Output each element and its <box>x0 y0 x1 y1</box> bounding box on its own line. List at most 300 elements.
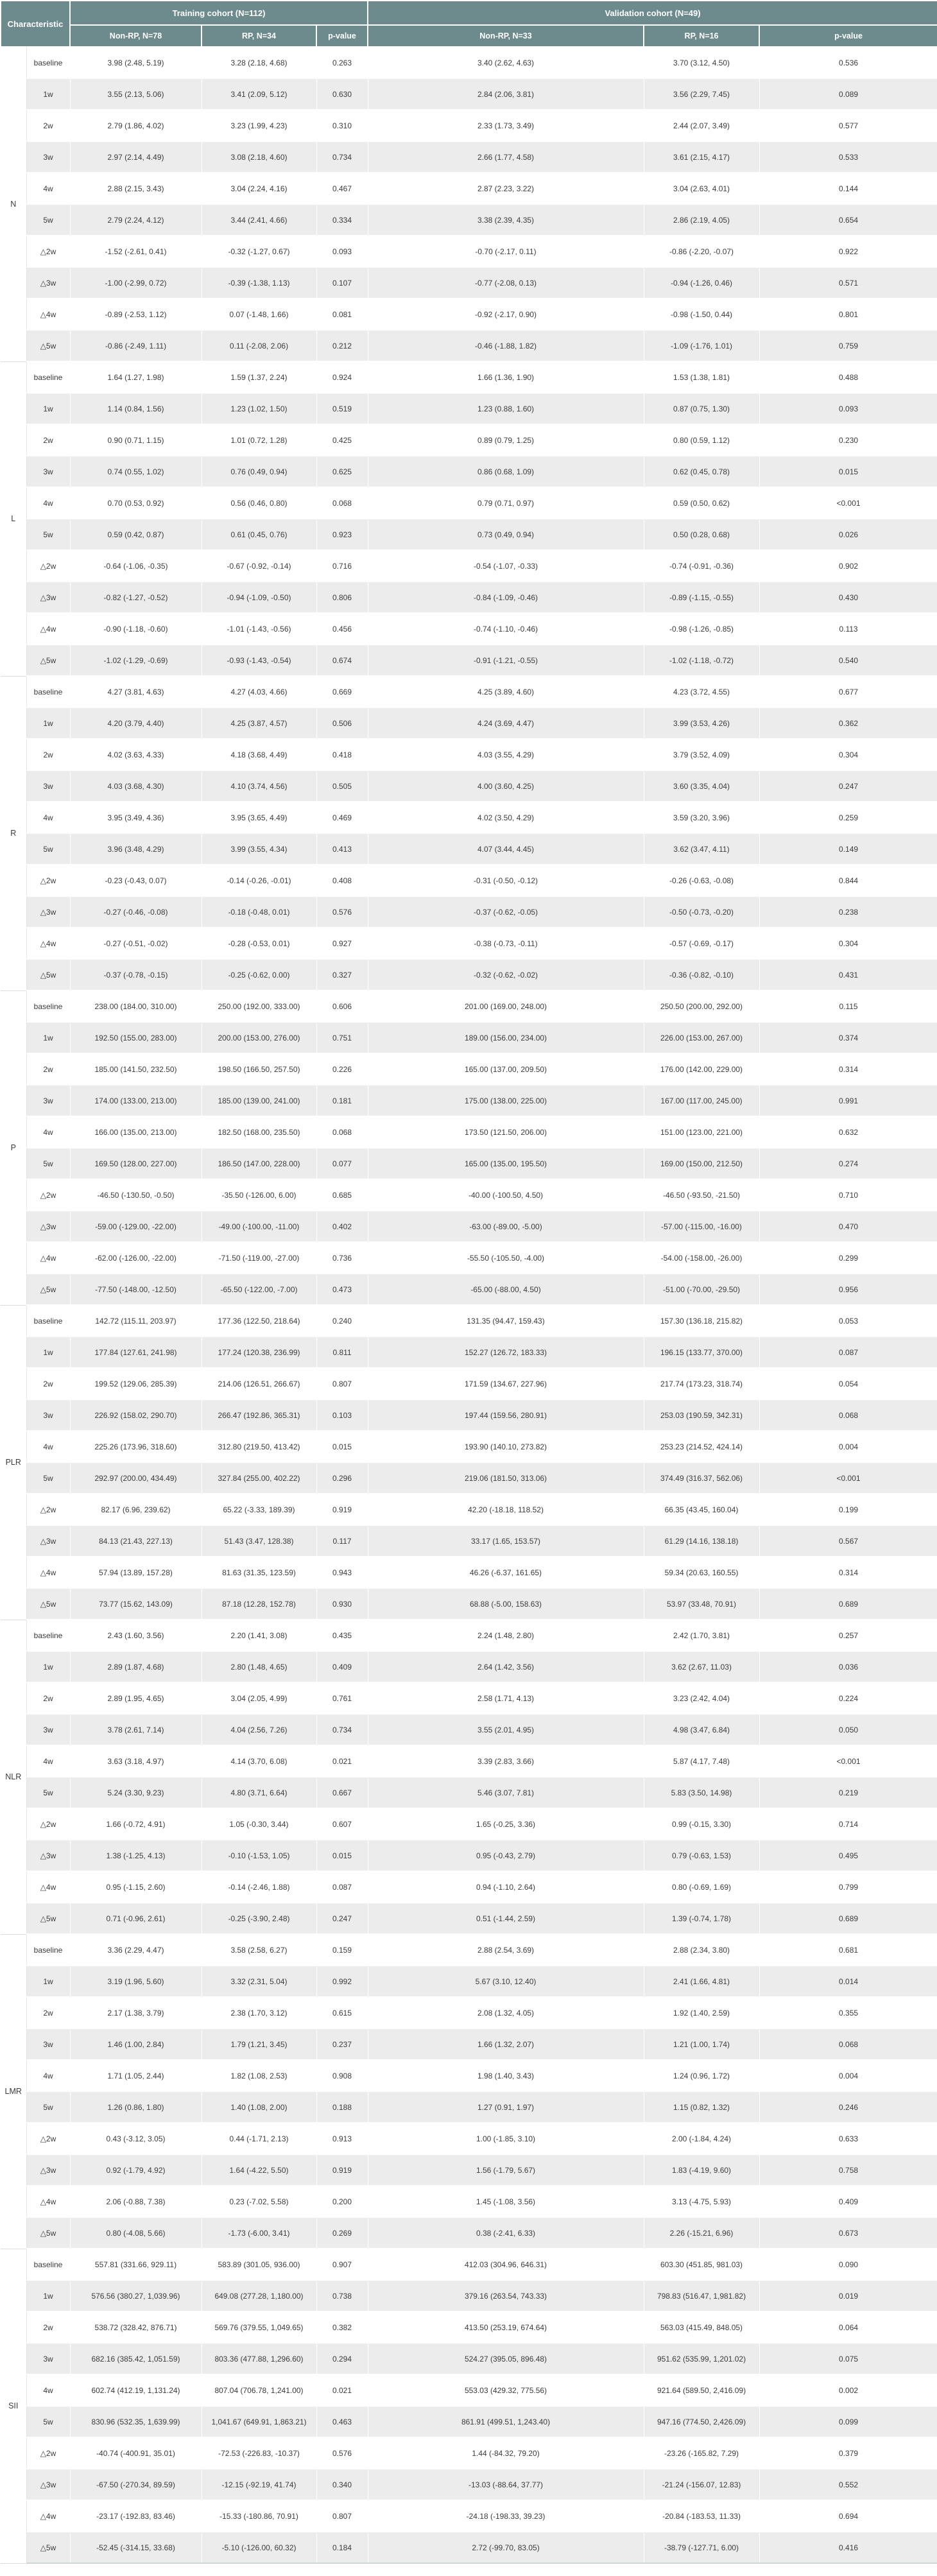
validation-nonrp-value: 165.00 (137.00, 209.50) <box>368 1053 644 1085</box>
time-label: 5w <box>26 204 70 236</box>
table-row <box>1 644 937 676</box>
training-nonrp-value: -0.37 (-0.78, -0.15) <box>70 959 202 990</box>
training-pvalue: 0.806 <box>316 582 368 613</box>
header-characteristic: Characteristic <box>1 1 70 47</box>
training-pvalue: 0.751 <box>316 1022 368 1053</box>
time-label: △5w <box>26 1588 70 1620</box>
time-label: 2w <box>26 739 70 770</box>
time-label: 4w <box>26 1745 70 1777</box>
training-pvalue: 0.630 <box>316 78 368 110</box>
validation-rp-value: 1.92 (1.40, 2.59) <box>644 1997 759 2028</box>
table-row <box>1 173 937 204</box>
validation-nonrp-value: 0.73 (0.49, 0.94) <box>368 519 644 550</box>
validation-nonrp-value: 171.59 (134.67, 227.96) <box>368 1368 644 1399</box>
training-nonrp-value: -1.52 (-2.61, 0.41) <box>70 236 202 267</box>
table-row <box>1 1745 937 1777</box>
table-row <box>1 424 937 456</box>
validation-pvalue: 0.144 <box>759 173 937 204</box>
time-label: 1w <box>26 1022 70 1053</box>
training-nonrp-value: 3.98 (2.48, 5.19) <box>70 47 202 78</box>
time-label: △5w <box>26 2217 70 2249</box>
table-row <box>1 1934 937 1966</box>
training-pvalue: 0.402 <box>316 1211 368 1242</box>
header-validation-cohort: Validation cohort (N=49) <box>368 1 937 25</box>
time-label: 1w <box>26 1336 70 1368</box>
training-pvalue: 0.913 <box>316 2123 368 2154</box>
training-rp-value: 250.00 (192.00, 333.00) <box>202 990 316 1022</box>
table-row <box>1 1997 937 2028</box>
validation-pvalue: 0.068 <box>759 1399 937 1431</box>
training-nonrp-value: -1.00 (-2.99, 0.72) <box>70 267 202 298</box>
validation-pvalue: 0.714 <box>759 1808 937 1840</box>
training-rp-value: 327.84 (255.00, 402.22) <box>202 1462 316 1494</box>
time-label: 1w <box>26 78 70 110</box>
training-nonrp-value: 292.97 (200.00, 434.49) <box>70 1462 202 1494</box>
training-nonrp-value: 1.64 (1.27, 1.98) <box>70 361 202 393</box>
training-nonrp-value: 174.00 (133.00, 213.00) <box>70 1085 202 1116</box>
training-pvalue: 0.505 <box>316 770 368 802</box>
validation-pvalue: <0.001 <box>759 1745 937 1777</box>
time-label: △3w <box>26 2154 70 2186</box>
validation-nonrp-value: 4.02 (3.50, 4.29) <box>368 802 644 833</box>
validation-nonrp-value: 193.90 (140.10, 273.82) <box>368 1431 644 1462</box>
training-nonrp-value: -0.89 (-2.53, 1.12) <box>70 298 202 330</box>
time-label: 5w <box>26 519 70 550</box>
training-pvalue: 0.240 <box>316 1305 368 1336</box>
validation-rp-value: -51.00 (-70.00, -29.50) <box>644 1274 759 1305</box>
validation-pvalue: 0.533 <box>759 141 937 173</box>
validation-nonrp-value: -0.32 (-0.62, -0.02) <box>368 959 644 990</box>
training-rp-value: -49.00 (-100.00, -11.00) <box>202 1211 316 1242</box>
training-nonrp-value: 177.84 (127.61, 241.98) <box>70 1336 202 1368</box>
training-rp-value: 185.00 (139.00, 241.00) <box>202 1085 316 1116</box>
training-pvalue: 0.269 <box>316 2217 368 2249</box>
validation-rp-value: 798.83 (516.47, 1,981.82) <box>644 2280 759 2312</box>
table-row <box>1 519 937 550</box>
training-rp-value: 1.64 (-4.22, 5.50) <box>202 2154 316 2186</box>
validation-nonrp-value: -0.92 (-2.17, 0.90) <box>368 298 644 330</box>
time-label: 4w <box>26 487 70 519</box>
training-nonrp-value: -59.00 (-129.00, -22.00) <box>70 1211 202 1242</box>
training-pvalue: 0.674 <box>316 644 368 676</box>
validation-rp-value: -0.74 (-0.91, -0.36) <box>644 550 759 582</box>
validation-nonrp-value: 5.67 (3.10, 12.40) <box>368 1966 644 1997</box>
validation-nonrp-value: 0.94 (-1.10, 2.64) <box>368 1871 644 1903</box>
validation-nonrp-value: 219.06 (181.50, 313.06) <box>368 1462 644 1494</box>
training-nonrp-value: -0.82 (-1.27, -0.52) <box>70 582 202 613</box>
training-rp-value: 583.89 (301.05, 936.00) <box>202 2249 316 2280</box>
training-rp-value: -0.67 (-0.92, -0.14) <box>202 550 316 582</box>
validation-rp-value: -46.50 (-93.50, -21.50) <box>644 1179 759 1211</box>
time-label: 4w <box>26 2374 70 2406</box>
validation-pvalue: 0.199 <box>759 1494 937 1525</box>
training-rp-value: 1.59 (1.37, 2.24) <box>202 361 316 393</box>
training-rp-value: 3.28 (2.18, 4.68) <box>202 47 316 78</box>
time-label: baseline <box>26 361 70 393</box>
validation-nonrp-value: 201.00 (169.00, 248.00) <box>368 990 644 1022</box>
validation-rp-value: 59.34 (20.63, 160.55) <box>644 1557 759 1588</box>
training-rp-value: 3.23 (1.99, 4.23) <box>202 110 316 141</box>
validation-nonrp-value: 4.24 (3.69, 4.47) <box>368 707 644 739</box>
training-rp-value: 4.80 (3.71, 6.64) <box>202 1777 316 1808</box>
training-nonrp-value: 4.27 (3.81, 4.63) <box>70 676 202 707</box>
validation-rp-value: 176.00 (142.00, 229.00) <box>644 1053 759 1085</box>
validation-rp-value: 2.88 (2.34, 3.80) <box>644 1934 759 1966</box>
time-label: baseline <box>26 2249 70 2280</box>
validation-rp-value: 1.83 (-4.19, 9.60) <box>644 2154 759 2186</box>
training-rp-value: 1.01 (0.72, 1.28) <box>202 424 316 456</box>
validation-nonrp-value: -0.31 (-0.50, -0.12) <box>368 865 644 896</box>
training-rp-value: -1.73 (-6.00, 3.41) <box>202 2217 316 2249</box>
validation-rp-value: 196.15 (133.77, 370.00) <box>644 1336 759 1368</box>
training-pvalue: 0.418 <box>316 739 368 770</box>
validation-rp-value: 3.04 (2.63, 4.01) <box>644 173 759 204</box>
training-nonrp-value: 602.74 (412.19, 1,131.24) <box>70 2374 202 2406</box>
validation-rp-value: 53.97 (33.48, 70.91) <box>644 1588 759 1620</box>
training-pvalue: 0.927 <box>316 928 368 959</box>
training-nonrp-value: -46.50 (-130.50, -0.50) <box>70 1179 202 1211</box>
validation-rp-value: 4.23 (3.72, 4.55) <box>644 676 759 707</box>
validation-pvalue: 0.673 <box>759 2217 937 2249</box>
training-pvalue: 0.068 <box>316 487 368 519</box>
training-nonrp-value: 576.56 (380.27, 1,039.96) <box>70 2280 202 2312</box>
training-rp-value: -0.94 (-1.09, -0.50) <box>202 582 316 613</box>
validation-rp-value: 253.23 (214.52, 424.14) <box>644 1431 759 1462</box>
training-nonrp-value: 0.92 (-1.79, 4.92) <box>70 2154 202 2186</box>
training-pvalue: 0.021 <box>316 1745 368 1777</box>
table-row <box>1 487 937 519</box>
training-rp-value: -0.18 (-0.48, 0.01) <box>202 896 316 928</box>
validation-nonrp-value: 197.44 (159.56, 280.91) <box>368 1399 644 1431</box>
training-rp-value: 3.32 (2.31, 5.04) <box>202 1966 316 1997</box>
validation-pvalue: 0.093 <box>759 393 937 424</box>
validation-rp-value: 3.79 (3.52, 4.09) <box>644 739 759 770</box>
time-label: △2w <box>26 550 70 582</box>
time-label: 2w <box>26 1682 70 1714</box>
time-label: 4w <box>26 1116 70 1148</box>
training-pvalue: 0.919 <box>316 1494 368 1525</box>
training-nonrp-value: 2.79 (1.86, 4.02) <box>70 110 202 141</box>
validation-rp-value: 3.59 (3.20, 3.96) <box>644 802 759 833</box>
training-nonrp-value: 3.19 (1.96, 5.60) <box>70 1966 202 1997</box>
validation-rp-value: 0.62 (0.45, 0.78) <box>644 456 759 487</box>
table-row <box>1 1211 937 1242</box>
validation-pvalue: 0.087 <box>759 1336 937 1368</box>
validation-nonrp-value: 4.03 (3.55, 4.29) <box>368 739 644 770</box>
table-row <box>1 204 937 236</box>
training-pvalue: 0.469 <box>316 802 368 833</box>
training-pvalue: 0.667 <box>316 1777 368 1808</box>
validation-nonrp-value: 0.89 (0.79, 1.25) <box>368 424 644 456</box>
time-label: △2w <box>26 865 70 896</box>
validation-rp-value: 0.80 (0.59, 1.12) <box>644 424 759 456</box>
validation-nonrp-value: 1.45 (-1.08, 3.56) <box>368 2186 644 2217</box>
training-rp-value: 4.10 (3.74, 4.56) <box>202 770 316 802</box>
training-pvalue: 0.425 <box>316 424 368 456</box>
validation-pvalue: 0.314 <box>759 1557 937 1588</box>
validation-pvalue: 0.431 <box>759 959 937 990</box>
training-nonrp-value: 0.74 (0.55, 1.02) <box>70 456 202 487</box>
validation-pvalue: 0.054 <box>759 1368 937 1399</box>
validation-rp-value: 563.03 (415.49, 848.05) <box>644 2312 759 2343</box>
time-label: △2w <box>26 2437 70 2469</box>
group-label-p: P <box>1 990 26 1305</box>
validation-nonrp-value: 1.66 (1.32, 2.07) <box>368 2028 644 2060</box>
training-rp-value: 2.80 (1.48, 4.65) <box>202 1651 316 1682</box>
table-row <box>1 613 937 644</box>
validation-rp-value: 3.13 (-4.75, 5.93) <box>644 2186 759 2217</box>
training-nonrp-value: 57.94 (13.89, 157.28) <box>70 1557 202 1588</box>
validation-nonrp-value: -13.03 (-88.64, 37.77) <box>368 2469 644 2500</box>
time-label: △3w <box>26 1525 70 1557</box>
training-pvalue: 0.908 <box>316 2060 368 2091</box>
validation-rp-value: 2.86 (2.19, 4.05) <box>644 204 759 236</box>
training-pvalue: 0.943 <box>316 1557 368 1588</box>
training-nonrp-value: 185.00 (141.50, 232.50) <box>70 1053 202 1085</box>
time-label: 5w <box>26 2091 70 2123</box>
training-rp-value: 1.82 (1.08, 2.53) <box>202 2060 316 2091</box>
table-row <box>1 802 937 833</box>
training-rp-value: 214.06 (126.51, 266.67) <box>202 1368 316 1399</box>
validation-nonrp-value: 5.46 (3.07, 7.81) <box>368 1777 644 1808</box>
training-pvalue: 0.068 <box>316 1116 368 1148</box>
training-nonrp-value: 2.17 (1.38, 3.79) <box>70 1997 202 2028</box>
validation-pvalue: <0.001 <box>759 487 937 519</box>
table-row <box>1 1714 937 1745</box>
validation-rp-value: -1.02 (-1.18, -0.72) <box>644 644 759 676</box>
time-label: △5w <box>26 330 70 361</box>
validation-rp-value: 2.41 (1.66, 4.81) <box>644 1966 759 1997</box>
validation-nonrp-value: 412.03 (304.96, 646.31) <box>368 2249 644 2280</box>
training-nonrp-value: 3.55 (2.13, 5.06) <box>70 78 202 110</box>
training-rp-value: 4.25 (3.87, 4.57) <box>202 707 316 739</box>
table-row <box>1 236 937 267</box>
time-label: △2w <box>26 1179 70 1211</box>
training-pvalue: 0.734 <box>316 141 368 173</box>
training-nonrp-value: 3.36 (2.29, 4.47) <box>70 1934 202 1966</box>
validation-pvalue: 0.758 <box>759 2154 937 2186</box>
validation-rp-value: 3.70 (3.12, 4.50) <box>644 47 759 78</box>
validation-nonrp-value: -55.50 (-105.50, -4.00) <box>368 1242 644 1274</box>
time-label: △4w <box>26 1242 70 1274</box>
time-label: △5w <box>26 1274 70 1305</box>
training-nonrp-value: 3.96 (3.48, 4.29) <box>70 833 202 865</box>
training-nonrp-value: -40.74 (-400.91, 35.01) <box>70 2437 202 2469</box>
training-pvalue: 0.519 <box>316 393 368 424</box>
table-row <box>1 1399 937 1431</box>
validation-rp-value: 603.30 (451.85, 981.03) <box>644 2249 759 2280</box>
training-pvalue: 0.237 <box>316 2028 368 2060</box>
training-nonrp-value: 1.14 (0.84, 1.56) <box>70 393 202 424</box>
validation-rp-value: 157.30 (136.18, 215.82) <box>644 1305 759 1336</box>
time-label: 2w <box>26 1053 70 1085</box>
training-nonrp-value: 2.43 (1.60, 3.56) <box>70 1620 202 1651</box>
validation-pvalue: 0.314 <box>759 1053 937 1085</box>
training-rp-value: 200.00 (153.00, 276.00) <box>202 1022 316 1053</box>
time-label: △3w <box>26 896 70 928</box>
validation-rp-value: 0.59 (0.50, 0.62) <box>644 487 759 519</box>
time-label: 1w <box>26 1651 70 1682</box>
validation-nonrp-value: 175.00 (138.00, 225.00) <box>368 1085 644 1116</box>
validation-pvalue: 0.799 <box>759 1871 937 1903</box>
time-label: 2w <box>26 2312 70 2343</box>
table-row <box>1 928 937 959</box>
time-label: 3w <box>26 2028 70 2060</box>
validation-rp-value: 947.16 (774.50, 2,426.09) <box>644 2406 759 2437</box>
validation-pvalue: 0.654 <box>759 204 937 236</box>
time-label: △2w <box>26 236 70 267</box>
validation-pvalue: 0.710 <box>759 1179 937 1211</box>
training-rp-value: 1,041.67 (649.91, 1,863.21) <box>202 2406 316 2437</box>
training-rp-value: 4.04 (2.56, 7.26) <box>202 1714 316 1745</box>
training-rp-value: 0.56 (0.46, 0.80) <box>202 487 316 519</box>
training-pvalue: 0.576 <box>316 896 368 928</box>
time-label: △5w <box>26 644 70 676</box>
training-pvalue: 0.296 <box>316 1462 368 1494</box>
table-row <box>1 1494 937 1525</box>
table-row <box>1 582 937 613</box>
training-rp-value: 3.95 (3.65, 4.49) <box>202 802 316 833</box>
training-rp-value: 3.04 (2.05, 4.99) <box>202 1682 316 1714</box>
training-pvalue: 0.506 <box>316 707 368 739</box>
time-label: baseline <box>26 1305 70 1336</box>
training-rp-value: 312.80 (219.50, 413.42) <box>202 1431 316 1462</box>
training-rp-value: 1.79 (1.21, 3.45) <box>202 2028 316 2060</box>
training-rp-value: 1.05 (-0.30, 3.44) <box>202 1808 316 1840</box>
validation-pvalue: 0.219 <box>759 1777 937 1808</box>
training-nonrp-value: 73.77 (15.62, 143.09) <box>70 1588 202 1620</box>
training-rp-value: -0.39 (-1.38, 1.13) <box>202 267 316 298</box>
validation-nonrp-value: 2.58 (1.71, 4.13) <box>368 1682 644 1714</box>
time-label: 4w <box>26 802 70 833</box>
training-rp-value: 0.61 (0.45, 0.76) <box>202 519 316 550</box>
validation-nonrp-value: -0.38 (-0.73, -0.11) <box>368 928 644 959</box>
table-row <box>1 1336 937 1368</box>
training-rp-value: 2.38 (1.70, 3.12) <box>202 1997 316 2028</box>
time-label: △2w <box>26 1494 70 1525</box>
training-pvalue: 0.736 <box>316 1242 368 1274</box>
table-body <box>1 47 937 2563</box>
time-label: 2w <box>26 110 70 141</box>
table-row <box>1 1903 937 1934</box>
training-nonrp-value: 82.17 (6.96, 239.62) <box>70 1494 202 1525</box>
validation-pvalue: 0.259 <box>759 802 937 833</box>
table-row <box>1 1620 937 1651</box>
training-pvalue: 0.930 <box>316 1588 368 1620</box>
validation-pvalue: 0.149 <box>759 833 937 865</box>
time-label: 3w <box>26 456 70 487</box>
header-row-cohorts <box>1 1 937 25</box>
training-nonrp-value: -77.50 (-148.00, -12.50) <box>70 1274 202 1305</box>
table-row <box>1 770 937 802</box>
validation-pvalue: 0.681 <box>759 1934 937 1966</box>
validation-pvalue: 0.759 <box>759 330 937 361</box>
training-pvalue: 0.923 <box>316 519 368 550</box>
validation-pvalue: 0.488 <box>759 361 937 393</box>
training-nonrp-value: 0.59 (0.42, 0.87) <box>70 519 202 550</box>
validation-pvalue: 0.552 <box>759 2469 937 2500</box>
validation-pvalue: 0.090 <box>759 2249 937 2280</box>
table-row <box>1 833 937 865</box>
training-nonrp-value: 830.96 (532.35, 1,639.99) <box>70 2406 202 2437</box>
validation-pvalue: 0.409 <box>759 2186 937 2217</box>
validation-nonrp-value: 379.16 (263.54, 743.33) <box>368 2280 644 2312</box>
validation-pvalue: 0.689 <box>759 1588 937 1620</box>
table-row <box>1 1682 937 1714</box>
validation-pvalue: 0.362 <box>759 707 937 739</box>
training-rp-value: 569.76 (379.55, 1,049.65) <box>202 2312 316 2343</box>
training-nonrp-value: 0.43 (-3.12, 3.05) <box>70 2123 202 2154</box>
training-rp-value: 65.22 (-3.33, 189.39) <box>202 1494 316 1525</box>
time-label: 1w <box>26 2280 70 2312</box>
validation-rp-value: 3.62 (2.67, 11.03) <box>644 1651 759 1682</box>
training-nonrp-value: 192.50 (155.00, 283.00) <box>70 1022 202 1053</box>
validation-rp-value: 0.50 (0.28, 0.68) <box>644 519 759 550</box>
training-pvalue: 0.021 <box>316 2374 368 2406</box>
time-label: 3w <box>26 1085 70 1116</box>
validation-nonrp-value: 413.50 (253.19, 674.64) <box>368 2312 644 2343</box>
table-row <box>1 2028 937 2060</box>
training-nonrp-value: 5.24 (3.30, 9.23) <box>70 1777 202 1808</box>
training-pvalue: 0.413 <box>316 833 368 865</box>
training-nonrp-value: 0.90 (0.71, 1.15) <box>70 424 202 456</box>
table-row <box>1 267 937 298</box>
time-label: △4w <box>26 2500 70 2532</box>
table-row <box>1 298 937 330</box>
training-rp-value: 87.18 (12.28, 152.78) <box>202 1588 316 1620</box>
training-pvalue: 0.992 <box>316 1966 368 1997</box>
time-label: 1w <box>26 1966 70 1997</box>
validation-rp-value: 921.64 (589.50, 2,416.09) <box>644 2374 759 2406</box>
validation-pvalue: 0.053 <box>759 1305 937 1336</box>
table-row <box>1 2249 937 2280</box>
training-pvalue: 0.607 <box>316 1808 368 1840</box>
time-label: 3w <box>26 1399 70 1431</box>
table-row <box>1 2091 937 2123</box>
validation-nonrp-value: 0.86 (0.68, 1.09) <box>368 456 644 487</box>
validation-pvalue: 0.536 <box>759 47 937 78</box>
table-row <box>1 2469 937 2500</box>
training-nonrp-value: 2.97 (2.14, 4.49) <box>70 141 202 173</box>
validation-nonrp-value: 3.40 (2.62, 4.63) <box>368 47 644 78</box>
group-label-r: R <box>1 676 26 990</box>
validation-rp-value: 3.61 (2.15, 4.17) <box>644 141 759 173</box>
time-label: △3w <box>26 2469 70 2500</box>
training-nonrp-value: 225.26 (173.96, 318.60) <box>70 1431 202 1462</box>
training-rp-value: 807.04 (706.78, 1,241.00) <box>202 2374 316 2406</box>
training-pvalue: 0.734 <box>316 1714 368 1745</box>
validation-nonrp-value: 0.51 (-1.44, 2.59) <box>368 1903 644 1934</box>
validation-nonrp-value: 2.88 (2.54, 3.69) <box>368 1934 644 1966</box>
table-row <box>1 456 937 487</box>
header-training-rp: RP, N=34 <box>202 25 316 47</box>
training-rp-value: 3.04 (2.24, 4.16) <box>202 173 316 204</box>
training-pvalue: 0.184 <box>316 2532 368 2563</box>
training-pvalue: 0.615 <box>316 1997 368 2028</box>
training-nonrp-value: 3.95 (3.49, 4.36) <box>70 802 202 833</box>
training-rp-value: -15.33 (-180.86, 70.91) <box>202 2500 316 2532</box>
training-pvalue: 0.334 <box>316 204 368 236</box>
validation-rp-value: -0.98 (-1.26, -0.85) <box>644 613 759 644</box>
training-rp-value: -0.14 (-0.26, -0.01) <box>202 865 316 896</box>
training-rp-value: -12.15 (-92.19, 41.74) <box>202 2469 316 2500</box>
training-nonrp-value: -0.90 (-1.18, -0.60) <box>70 613 202 644</box>
validation-nonrp-value: 1.56 (-1.79, 5.67) <box>368 2154 644 2186</box>
validation-nonrp-value: 524.27 (395.05, 896.48) <box>368 2343 644 2374</box>
validation-pvalue: 0.064 <box>759 2312 937 2343</box>
training-rp-value: 182.50 (168.00, 235.50) <box>202 1116 316 1148</box>
table-row <box>1 959 937 990</box>
